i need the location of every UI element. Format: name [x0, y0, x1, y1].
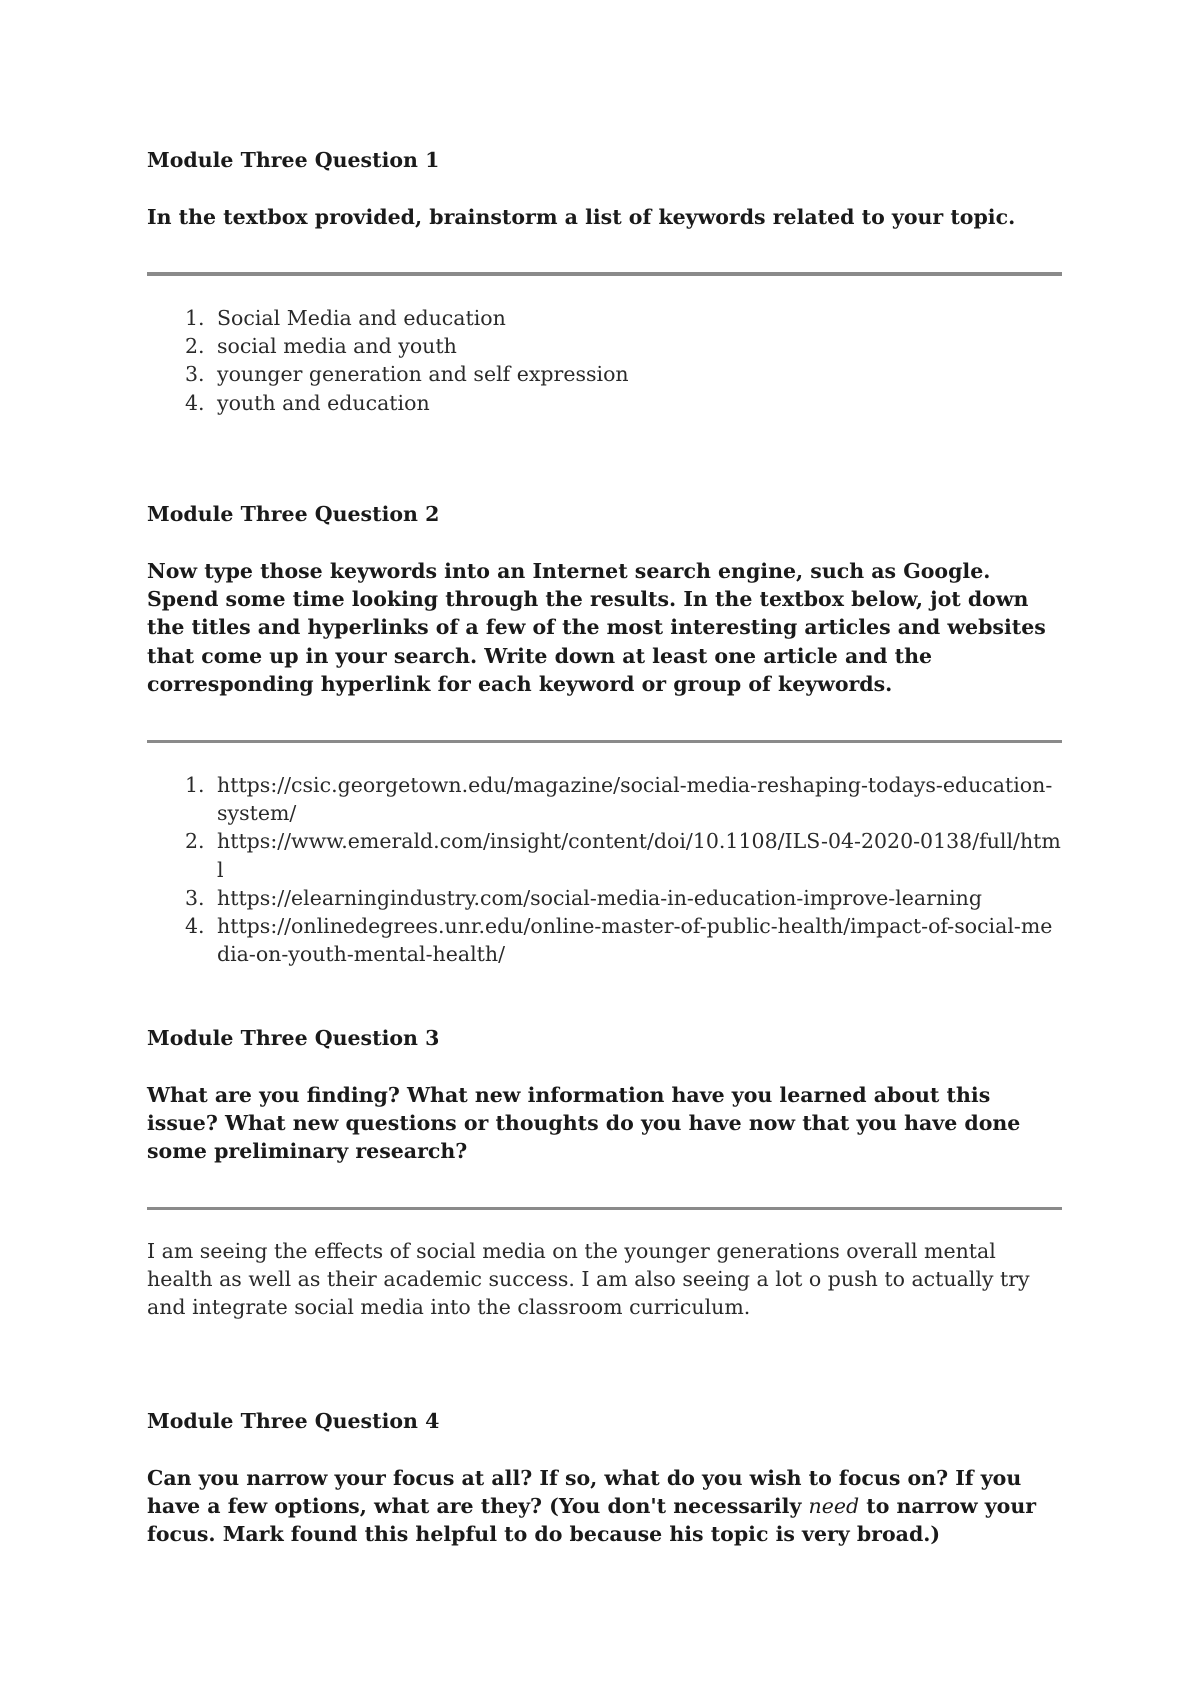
q4-title-block [147, 1407, 1062, 1435]
q2-prompt: Now type those keywords into an Internet search engine, such as Google. Spend some time looking through the results. In the textbox below, jot down the titles and hyperlinks of a few of the most interesting articles and websites that come up in your search. Write down at least one article and the corresponding hyperlink for each keyword or group of keywords. [147, 559, 1046, 696]
q3-textbox-divider [147, 1207, 1062, 1210]
q2-textbox-divider [147, 740, 1062, 743]
q1-title-block [147, 146, 1062, 174]
q3-answer-text[interactable]: I am seeing the effects of social media on the younger generations overall mental health as well as their academic success. I am also seeing a lot o push to actually try and integrate social media into the classroom curriculum. [147, 1239, 1030, 1320]
hyperlink-text[interactable]: https://csic.georgetown.edu/magazine/social-media-reshaping-todays-education-system/ [217, 773, 1053, 826]
q2-prompt-block [147, 557, 1062, 698]
q2-title-block [147, 500, 1062, 528]
q3-title: Module Three Question 3 [147, 1026, 440, 1050]
list-item: 2. https://www.emerald.com/insight/content/doi/10.1108/ILS-04-2020-0138/full/html [185, 829, 1061, 882]
q1-textbox-divider [147, 272, 1062, 276]
list-item: 1. https://csic.georgetown.edu/magazine/social-media-reshaping-todays-education-system/ [185, 773, 1053, 826]
q2-title: Module Three Question 2 [147, 502, 440, 526]
q4-prompt-emphasis: need [808, 1494, 860, 1519]
list-item: 1. Social Media and education [185, 306, 506, 330]
q1-prompt: In the textbox provided, brainstorm a list of keywords related to your topic. [147, 205, 1016, 229]
list-item: 2. social media and youth [185, 334, 457, 359]
q2-link-list[interactable] [147, 771, 1062, 968]
hyperlink-text[interactable]: https://onlinedegrees.unr.edu/online-master-of-public-health/impact-of-social-media-on-youth-mental-health/ [217, 914, 1053, 967]
q4-prompt: Can you narrow your focus at all? If so, what do you wish to focus on? If you have a few options, what are they? (You don't necessarily need to narrow your focus. Mark found this helpful to do because his topic is very broad.) [147, 1466, 1037, 1547]
list-item: 4. https://onlinedegrees.unr.edu/online-master-of-public-health/impact-of-social-media-on-youth-mental-health/ [185, 914, 1053, 967]
list-item: 4. youth and education [185, 390, 430, 415]
q3-title-block [147, 1024, 1062, 1052]
list-item: 3. https://elearningindustry.com/social-media-in-education-improve-learning [185, 885, 982, 910]
hyperlink-text[interactable]: https://elearningindustry.com/social-media-in-education-improve-learning [217, 885, 982, 910]
q3-prompt-block [147, 1081, 1062, 1166]
q1-keyword-list[interactable] [147, 304, 1062, 417]
q4-title: Module Three Question 4 [147, 1409, 440, 1433]
q1-prompt-block [147, 203, 1062, 231]
q1-title: Module Three Question 1 [147, 148, 440, 172]
list-item: 3. younger generation and self expression [185, 362, 629, 387]
q4-prompt-block [147, 1464, 1062, 1549]
q3-prompt: What are you finding? What new information have you learned about this issue? What new questions or thoughts do you have now that you have done some preliminary research? [147, 1083, 1021, 1164]
hyperlink-text[interactable]: https://www.emerald.com/insight/content/doi/10.1108/ILS-04-2020-0138/full/html [217, 829, 1061, 882]
